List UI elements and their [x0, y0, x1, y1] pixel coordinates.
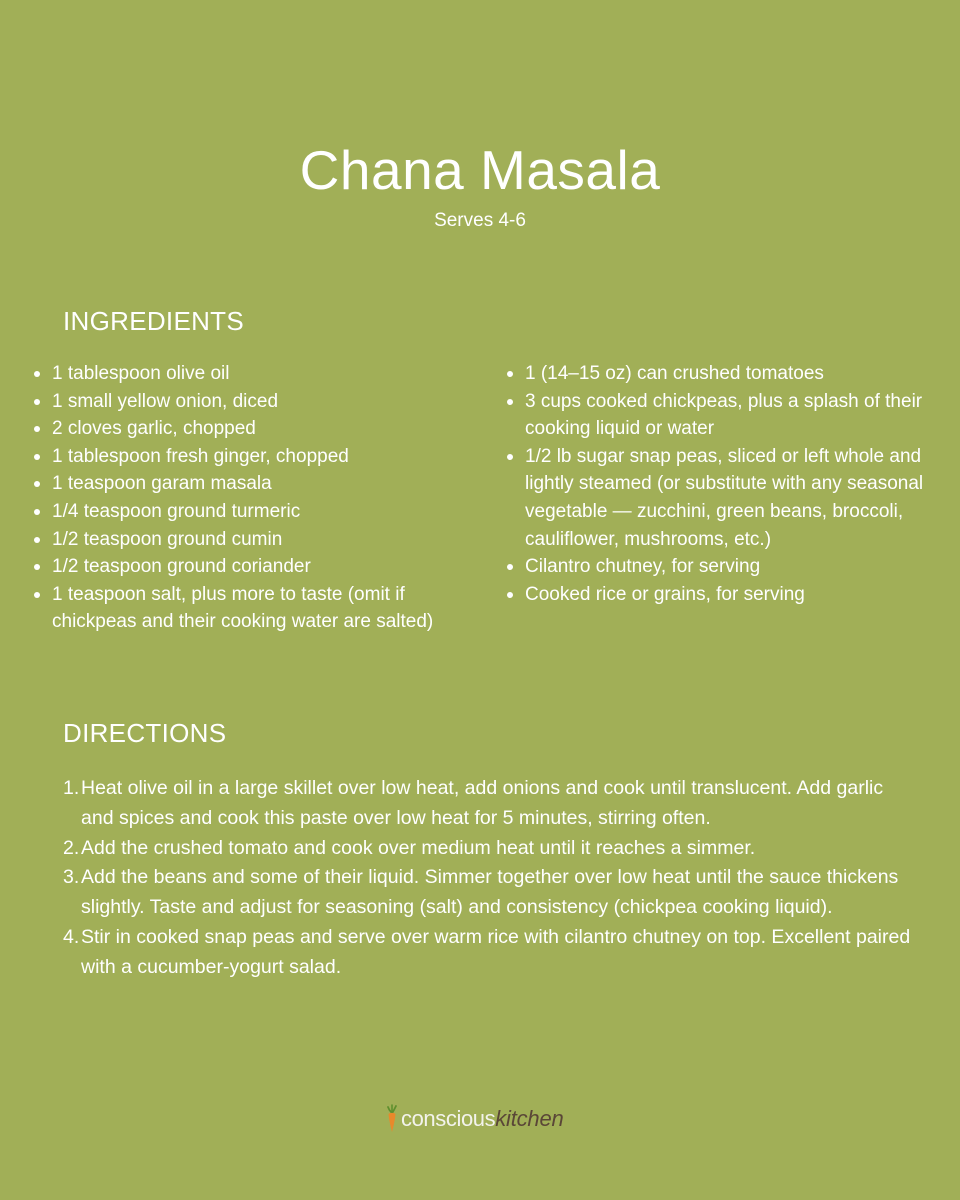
ingredients-list-right: [505, 360, 945, 608]
ingredient-item: 1/2 lb sugar snap peas, sliced or left whole and lightly steamed (or substitute with any seasonal vegetable — zucchini, green beans, broccoli, cauliflower, mushrooms, etc.): [505, 443, 945, 553]
step-text: Stir in cooked snap peas and serve over warm rice with cilantro chutney on top. Excellent paired with a cucumber-yogurt salad.: [81, 925, 911, 978]
direction-step: [60, 834, 920, 864]
step-number: 1.: [63, 777, 80, 799]
ingredient-item: 3 cups cooked chickpeas, plus a splash of their cooking liquid or water: [505, 388, 945, 443]
logo-word-conscious: conscious: [401, 1106, 496, 1131]
ingredient-item: 1 teaspoon salt, plus more to taste (omit if chickpeas and their cooking water are salted): [32, 581, 482, 636]
carrot-icon: [384, 1104, 400, 1134]
step-number: 2.: [63, 836, 80, 859]
ingredients-heading: INGREDIENTS: [63, 306, 244, 336]
ingredient-item: Cilantro chutney, for serving: [505, 553, 945, 581]
ingredient-item: 1/4 teaspoon ground turmeric: [32, 498, 482, 526]
step-number: 3.: [63, 866, 80, 889]
ingredient-item: Cooked rice or grains, for serving: [505, 581, 945, 609]
step-number: 4.: [63, 925, 80, 948]
logo-word-kitchen: kitchen: [495, 1106, 564, 1131]
directions-heading: DIRECTIONS: [63, 718, 227, 748]
ingredient-item: 1 tablespoon olive oil: [32, 360, 482, 388]
step-text: Heat olive oil in a large skillet over low heat, add onions and cook until translucent. Add garlic and spices and cook this paste over low heat for 5 minutes, stirring often.: [81, 777, 884, 829]
ingredient-item: 2 cloves garlic, chopped: [32, 415, 482, 443]
ingredients-list-left: [32, 360, 482, 636]
ingredient-item: 1 teaspoon garam masala: [32, 470, 482, 498]
servings-text: Serves 4-6: [434, 210, 526, 231]
ingredient-item: 1/2 teaspoon ground cumin: [32, 526, 482, 554]
ingredient-item: 1 tablespoon fresh ginger, chopped: [32, 443, 482, 471]
direction-step: [60, 923, 920, 983]
ingredient-item: 1 small yellow onion, diced: [32, 388, 482, 416]
direction-step: [60, 863, 920, 923]
ingredient-item: 1/2 teaspoon ground coriander: [32, 553, 482, 581]
conscious-kitchen-logo: [384, 1102, 564, 1136]
step-text: Add the crushed tomato and cook over medium heat until it reaches a simmer.: [81, 836, 756, 859]
ingredient-item: 1 (14–15 oz) can crushed tomatoes: [505, 360, 945, 388]
directions-list: [60, 774, 920, 983]
direction-step: [60, 774, 920, 834]
recipe-title: Chana Masala: [299, 139, 661, 201]
step-text: Add the beans and some of their liquid. Simmer together over low heat until the sauce thickens slightly. Taste and adjust for seasoning (salt) and consistency (chickpea cooking liquid).: [81, 866, 899, 919]
